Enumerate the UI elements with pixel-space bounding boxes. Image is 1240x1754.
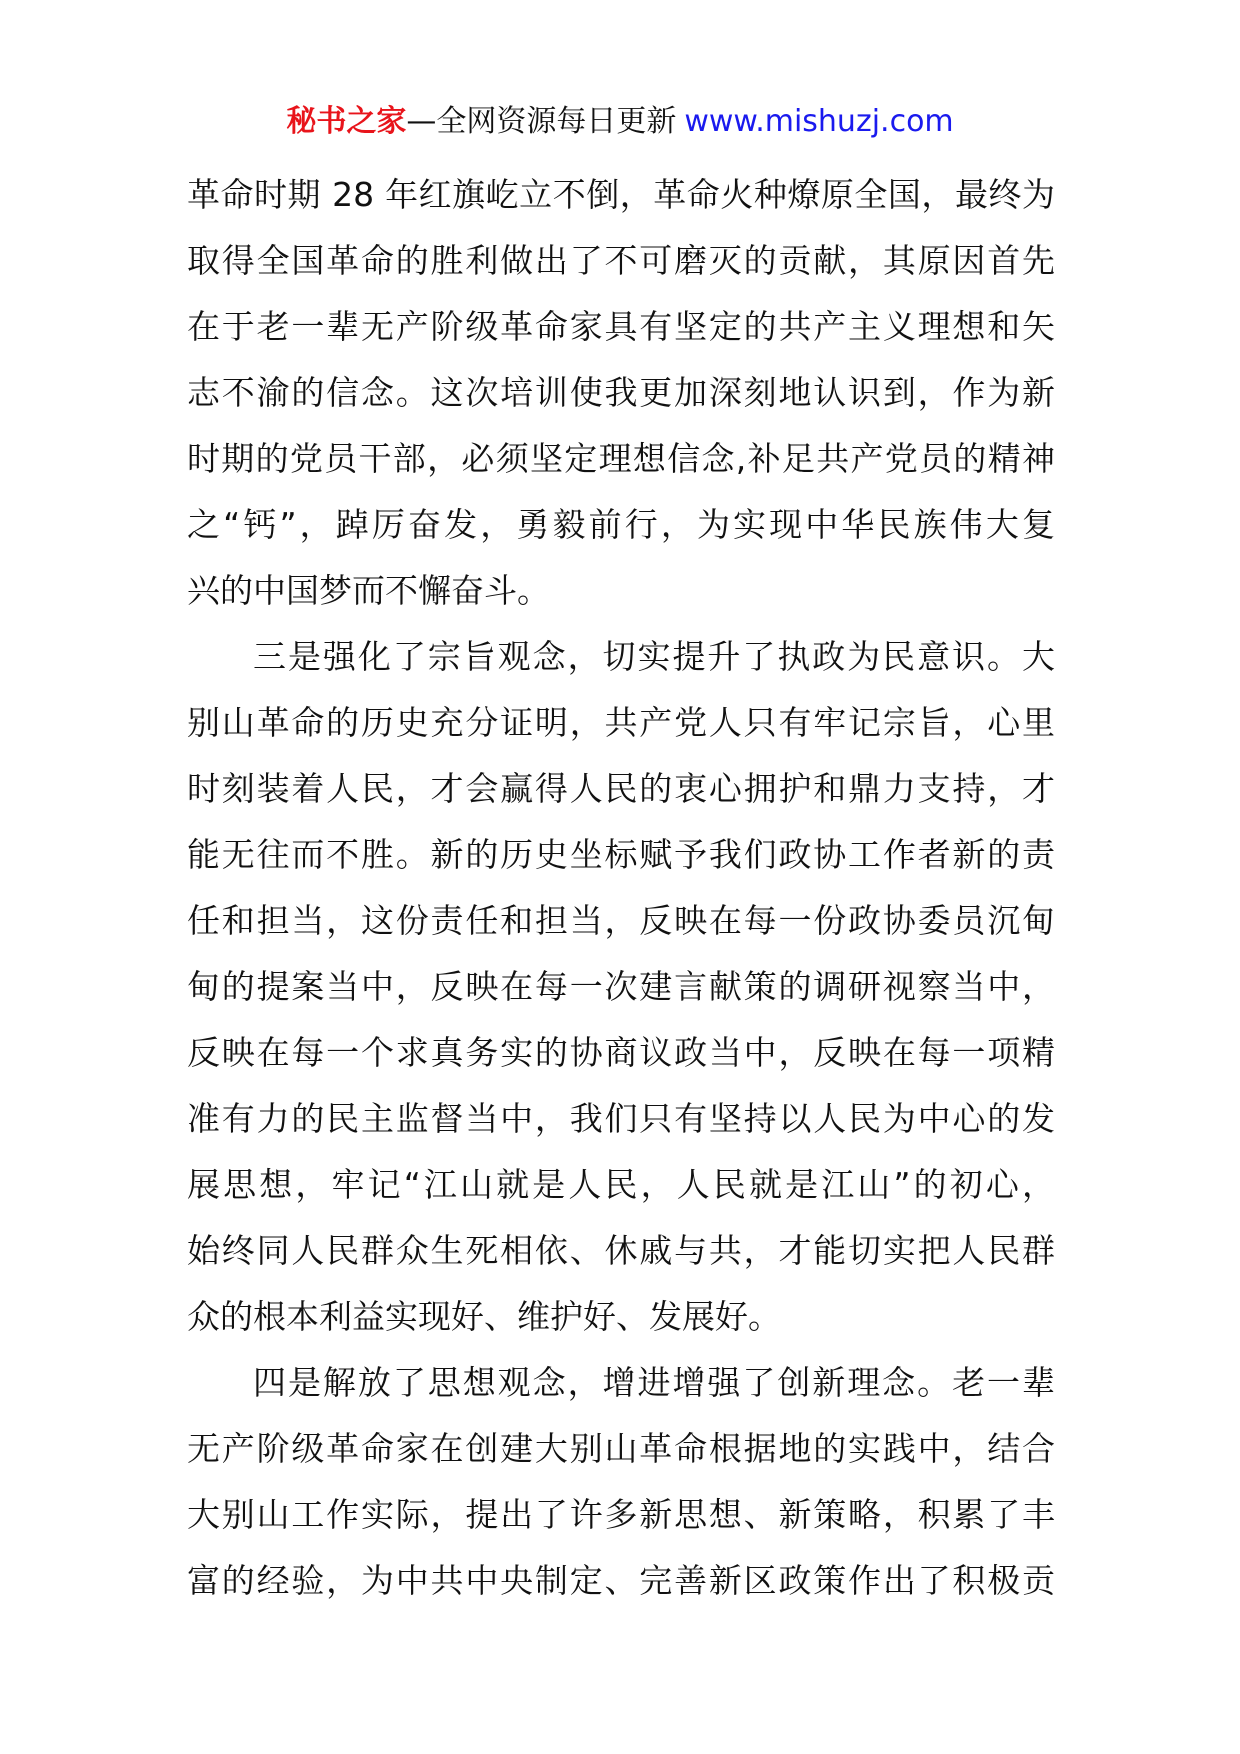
header-url-link[interactable]: www.mishuzj.com (684, 104, 954, 139)
text-line: 革命时期 28 年红旗屹立不倒，革命火种燎原全国，最终为 (187, 175, 1055, 214)
text-line: 取得全国革命的胜利做出了不可磨灭的贡献，其原因首先 (187, 241, 1055, 280)
text-line: 时刻装着人民，才会赢得人民的衷心拥护和鼎力支持，才 (187, 769, 1055, 808)
text-line: 之“钙”，踔厉奋发，勇毅前行，为实现中华民族伟大复 (187, 505, 1055, 544)
text-line: 反映在每一个求真务实的协商议政当中，反映在每一项精 (187, 1033, 1055, 1072)
paragraph-2 (187, 624, 1055, 1350)
text-line: 富的经验，为中共中央制定、完善新区政策作出了积极贡 (187, 1561, 1055, 1600)
text-line: 志不渝的信念。这次培训使我更加深刻地认识到，作为新 (187, 373, 1055, 412)
body-text (187, 162, 1055, 1614)
text-line: 在于老一辈无产阶级革命家具有坚定的共产主义理想和矢 (187, 307, 1055, 346)
text-line: 三是强化了宗旨观念，切实提升了执政为民意识。大 (253, 637, 1055, 676)
text-line: 任和担当，这份责任和担当，反映在每一份政协委员沉甸 (187, 901, 1055, 940)
text-line: 能无往而不胜。新的历史坐标赋予我们政协工作者新的责 (187, 835, 1055, 874)
paragraph-1 (187, 162, 1055, 624)
paragraph-3 (187, 1350, 1055, 1614)
page-header (0, 102, 1240, 142)
text-line: 时期的党员干部，必须坚定理想信念,补足共产党员的精神 (187, 439, 1055, 478)
text-line: 始终同人民群众生死相依、休戚与共，才能切实把人民群 (187, 1231, 1055, 1270)
text-line: 甸的提案当中，反映在每一次建言献策的调研视察当中， (187, 967, 1055, 1006)
text-line: 兴的中国梦而不懈奋斗。 (187, 571, 550, 610)
header-tagline: —全网资源每日更新 (406, 104, 677, 139)
text-line: 大别山工作实际，提出了许多新思想、新策略，积累了丰 (187, 1495, 1055, 1534)
text-line: 准有力的民主监督当中，我们只有坚持以人民为中心的发 (187, 1099, 1055, 1138)
text-line: 四是解放了思想观念，增进增强了创新理念。老一辈 (253, 1363, 1055, 1402)
text-line: 无产阶级革命家在创建大别山革命根据地的实践中，结合 (187, 1429, 1055, 1468)
header-brand: 秘书之家 (286, 104, 407, 139)
text-line: 展思想，牢记“江山就是人民，人民就是江山”的初心， (187, 1165, 1055, 1204)
text-line: 众的根本利益实现好、维护好、发展好。 (187, 1297, 781, 1336)
text-line: 别山革命的历史充分证明，共产党人只有牢记宗旨，心里 (187, 703, 1055, 742)
